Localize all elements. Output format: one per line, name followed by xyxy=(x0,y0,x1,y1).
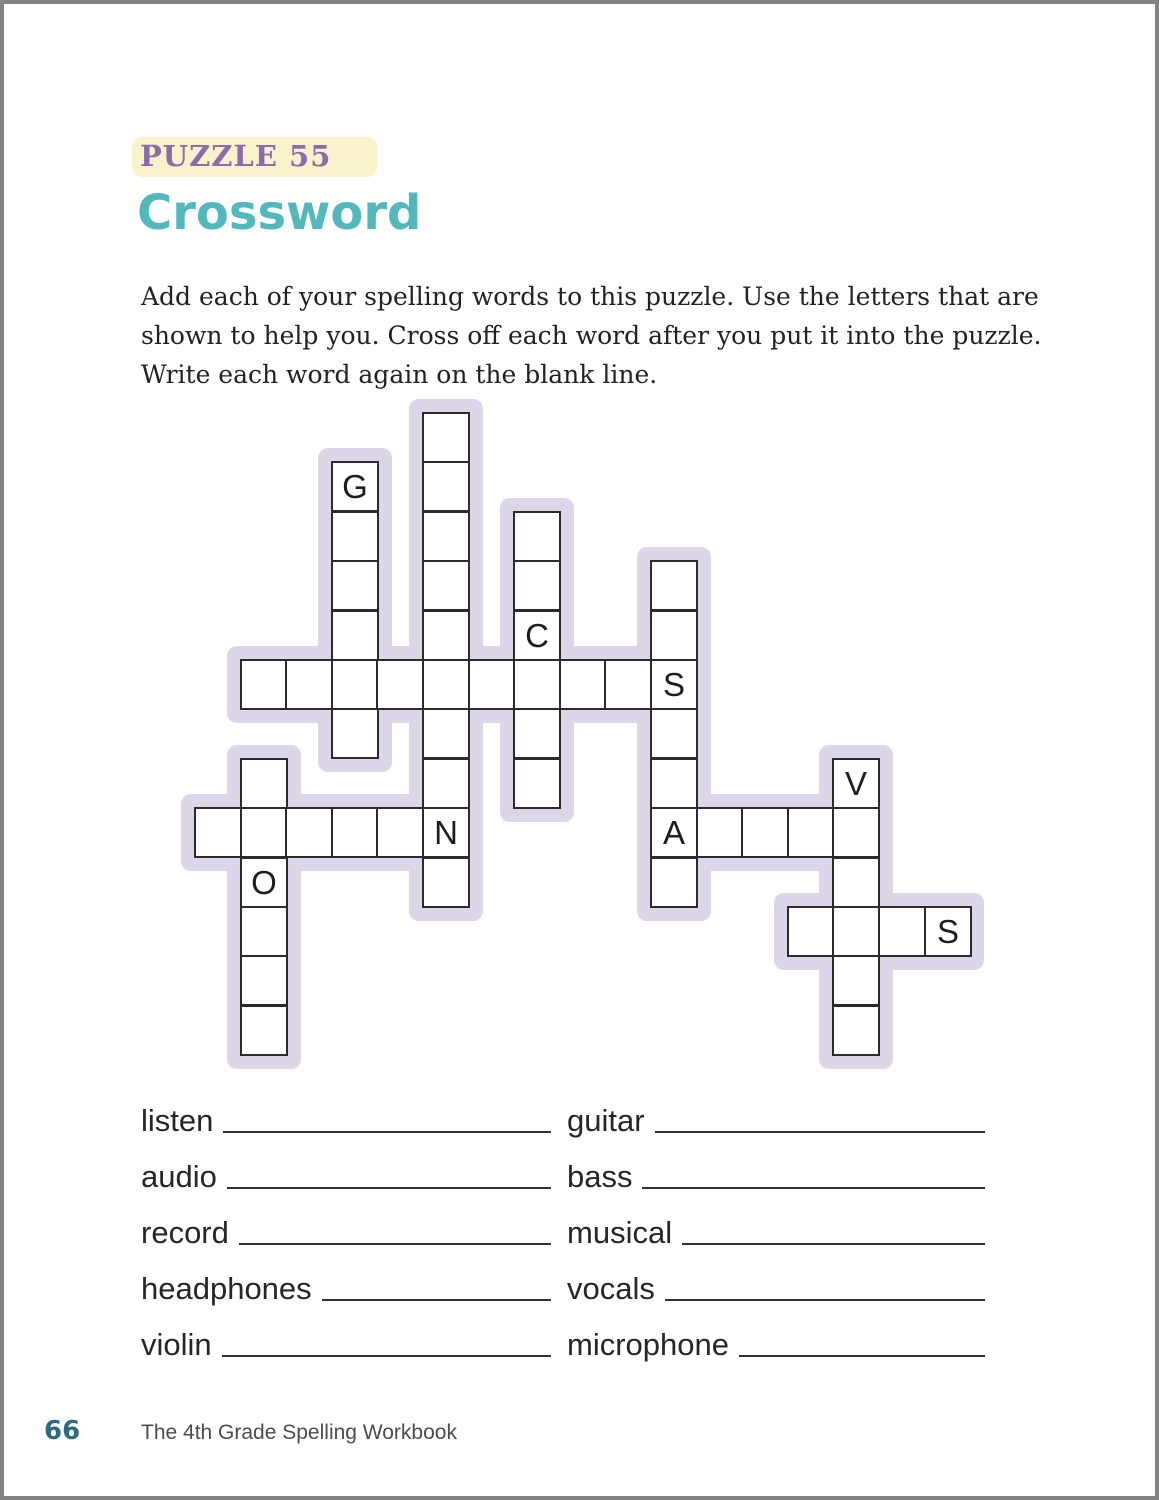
crossword-cell[interactable] xyxy=(422,412,470,463)
word-list-left-column xyxy=(141,1089,551,1369)
word-label-audio: audio xyxy=(141,1159,217,1194)
answer-blank-line-audio[interactable] xyxy=(227,1187,551,1189)
crossword-cell[interactable] xyxy=(832,857,880,908)
crossword-cell[interactable] xyxy=(650,758,698,809)
answer-blank-line-bass[interactable] xyxy=(642,1187,985,1189)
crossword-cell[interactable] xyxy=(650,610,698,661)
crossword-cell-letter[interactable]: O xyxy=(240,857,288,908)
word-list-row xyxy=(567,1145,985,1201)
answer-blank-line-microphone[interactable] xyxy=(739,1355,985,1357)
crossword-cell[interactable] xyxy=(422,659,470,710)
answer-blank-line-record[interactable] xyxy=(239,1243,551,1245)
word-label-listen: listen xyxy=(141,1103,214,1138)
crossword-cell[interactable] xyxy=(832,955,880,1006)
crossword-cell[interactable] xyxy=(422,758,470,809)
crossword-cell[interactable] xyxy=(331,659,379,710)
crossword-cell-letter[interactable]: C xyxy=(513,610,561,661)
crossword-cell[interactable] xyxy=(422,560,470,611)
crossword-cell[interactable] xyxy=(513,511,561,562)
crossword-cell[interactable] xyxy=(832,1005,880,1056)
word-label-microphone: microphone xyxy=(567,1327,729,1362)
crossword-cell-letter[interactable]: G xyxy=(331,461,379,512)
word-list-row xyxy=(141,1257,551,1313)
crossword-cell[interactable] xyxy=(331,708,379,759)
page-number: 66 xyxy=(44,1416,81,1446)
word-list-row xyxy=(141,1201,551,1257)
crossword-cell[interactable] xyxy=(513,659,561,710)
word-label-violin: violin xyxy=(141,1327,212,1362)
crossword-cell[interactable] xyxy=(331,807,379,858)
crossword-cell[interactable] xyxy=(559,659,607,710)
crossword-cell[interactable] xyxy=(240,659,288,710)
crossword-cell[interactable] xyxy=(331,511,379,562)
answer-blank-line-vocals[interactable] xyxy=(665,1299,985,1301)
crossword-cell[interactable] xyxy=(422,461,470,512)
word-list-row xyxy=(141,1089,551,1145)
crossword-cell[interactable] xyxy=(422,610,470,661)
crossword-cell-letter[interactable]: V xyxy=(832,758,880,809)
crossword-cell[interactable] xyxy=(376,807,424,858)
crossword-cell[interactable] xyxy=(285,659,333,710)
word-label-musical: musical xyxy=(567,1215,673,1250)
crossword-cell[interactable] xyxy=(741,807,789,858)
crossword-cell-letter[interactable]: A xyxy=(650,807,698,858)
word-label-headphones: headphones xyxy=(141,1271,312,1306)
word-label-guitar: guitar xyxy=(567,1103,645,1138)
word-list-row xyxy=(567,1201,985,1257)
word-label-record: record xyxy=(141,1215,229,1250)
book-title: The 4th Grade Spelling Workbook xyxy=(141,1421,457,1444)
word-list-row xyxy=(567,1313,985,1369)
crossword-cell[interactable] xyxy=(696,807,744,858)
answer-blank-line-listen[interactable] xyxy=(223,1131,551,1133)
crossword-cell[interactable] xyxy=(331,610,379,661)
instructions-line: Write each word again on the blank line. xyxy=(141,360,658,389)
instructions-line: Add each of your spelling words to this puzzle. Use the letters that are xyxy=(141,282,1039,311)
crossword-cell[interactable] xyxy=(422,511,470,562)
crossword-cell[interactable] xyxy=(878,906,926,957)
crossword-cell[interactable] xyxy=(832,906,880,957)
word-list-right-column xyxy=(567,1089,985,1369)
word-list-row xyxy=(567,1257,985,1313)
answer-blank-line-musical[interactable] xyxy=(682,1243,985,1245)
crossword-cell[interactable] xyxy=(468,659,516,710)
crossword-cell[interactable] xyxy=(650,857,698,908)
crossword-cell[interactable] xyxy=(240,1005,288,1056)
answer-blank-line-headphones[interactable] xyxy=(322,1299,551,1301)
crossword-cell[interactable] xyxy=(240,807,288,858)
word-list-row xyxy=(567,1089,985,1145)
crossword-cell[interactable] xyxy=(650,708,698,759)
page-title: Crossword xyxy=(137,185,422,241)
crossword-cell[interactable] xyxy=(285,807,333,858)
crossword-cell[interactable] xyxy=(650,560,698,611)
crossword-cell[interactable] xyxy=(513,758,561,809)
word-list-row xyxy=(141,1313,551,1369)
puzzle-number-label: PUZZLE 55 xyxy=(132,137,377,177)
instructions-line: shown to help you. Cross off each word after you put it into the puzzle. xyxy=(141,321,1042,350)
crossword-cell[interactable] xyxy=(513,560,561,611)
word-list-row xyxy=(141,1145,551,1201)
word-label-vocals: vocals xyxy=(567,1271,655,1306)
crossword-cell-letter[interactable]: S xyxy=(924,906,972,957)
crossword-cell[interactable] xyxy=(604,659,652,710)
crossword-cell[interactable] xyxy=(787,906,835,957)
crossword-cell[interactable] xyxy=(513,708,561,759)
crossword-cell-letter[interactable]: N xyxy=(422,807,470,858)
answer-blank-line-guitar[interactable] xyxy=(655,1131,985,1133)
crossword-cell[interactable] xyxy=(240,758,288,809)
crossword-cell[interactable] xyxy=(240,955,288,1006)
crossword-cell[interactable] xyxy=(787,807,835,858)
crossword-cell[interactable] xyxy=(194,807,242,858)
crossword-cell[interactable] xyxy=(376,659,424,710)
crossword-cell[interactable] xyxy=(422,708,470,759)
crossword-cell[interactable] xyxy=(240,906,288,957)
word-label-bass: bass xyxy=(567,1159,633,1194)
answer-blank-line-violin[interactable] xyxy=(222,1355,551,1357)
crossword-cell[interactable] xyxy=(422,857,470,908)
crossword-cell[interactable] xyxy=(331,560,379,611)
crossword-cell-letter[interactable]: S xyxy=(650,659,698,710)
crossword-cell[interactable] xyxy=(832,807,880,858)
